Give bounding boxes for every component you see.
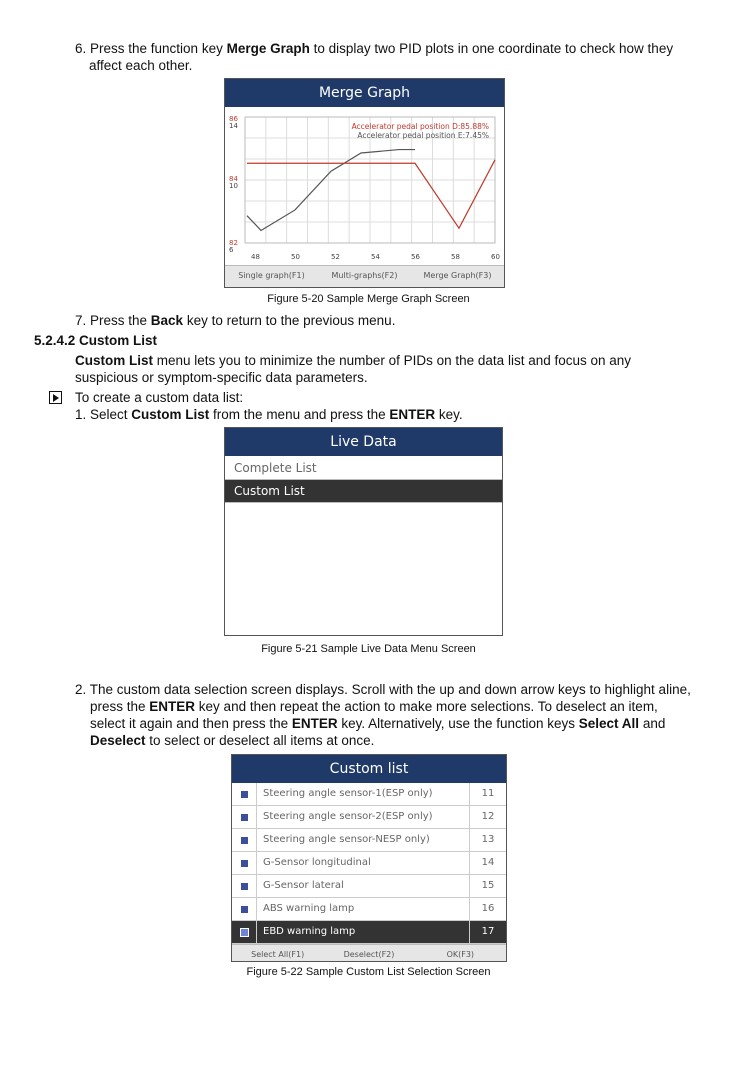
step2-text: 2. The custom data selection screen displays. Scroll with the up and down arrow keys to highlight aline, press the ENTER key and then repeat the action to make more selections. To deselect an item, select it again and then press the ENTER key. Alternatively, use the function keys Select All and Deselect to select or deselect all items at once. xyxy=(75,682,691,748)
menu-item-custom-list[interactable]: Custom List xyxy=(225,480,502,503)
item-name: EBD warning lamp xyxy=(257,921,470,943)
list-item[interactable] xyxy=(232,806,506,829)
item-name: Steering angle sensor-2(ESP only) xyxy=(257,806,470,828)
step6-text: 6. Press the function key Merge Graph to display two PID plots in one coordinate to check how they affect each other. xyxy=(75,41,674,73)
series-line-e xyxy=(247,150,415,231)
item-number: 12 xyxy=(481,811,495,822)
checkbox[interactable] xyxy=(232,783,257,805)
checkbox[interactable] xyxy=(232,829,257,851)
checkbox-square-icon xyxy=(241,837,248,844)
section-heading: 5.2.4.2 Custom List xyxy=(34,333,158,348)
list-item[interactable] xyxy=(232,852,506,875)
y-tick-label-e: 6 xyxy=(229,246,234,254)
item-name: ABS warning lamp xyxy=(257,898,470,920)
checkbox-square-icon xyxy=(241,791,248,798)
merge-graph-plot xyxy=(225,107,504,265)
list-item[interactable] xyxy=(232,783,506,806)
x-tick-label: 50 xyxy=(291,253,300,261)
line-chart xyxy=(225,107,504,265)
list-item[interactable] xyxy=(232,898,506,921)
merge-graph-title: Merge Graph xyxy=(225,79,504,107)
procedure-arrow-icon xyxy=(49,391,62,404)
checkbox[interactable] xyxy=(232,921,257,943)
y-tick-label-e: 10 xyxy=(229,182,238,190)
intro-paragraph: Custom List menu lets you to minimize the number of PIDs on the data list and focus on any suspicious or symptom-specific data parameters. xyxy=(75,353,632,385)
x-tick-label: 52 xyxy=(331,253,340,261)
procedure-text: To create a custom data list: 1. Select Custom List from the menu and press the ENTER key. xyxy=(75,390,463,422)
menu-item-complete-list[interactable]: Complete List xyxy=(225,457,502,480)
item-name: Steering angle sensor-NESP only) xyxy=(257,829,470,851)
tab-multi-graphs[interactable]: Multi-graphs(F2) xyxy=(331,271,398,280)
checkbox-square-icon xyxy=(240,928,249,937)
select-all-button[interactable]: Select All(F1) xyxy=(251,950,305,959)
merge-graph-key: Merge Graph xyxy=(226,41,310,56)
item-number: 14 xyxy=(481,857,495,868)
x-tick-label: 58 xyxy=(451,253,460,261)
checkbox-square-icon xyxy=(241,814,248,821)
item-number: 13 xyxy=(481,834,495,845)
y-tick-label-d: 86 xyxy=(229,115,238,123)
checkbox[interactable] xyxy=(232,852,257,874)
checkbox-square-icon xyxy=(241,860,248,867)
live-data-title: Live Data xyxy=(225,428,502,456)
merge-graph-screen xyxy=(224,78,505,288)
item-name: Steering angle sensor-1(ESP only) xyxy=(257,783,470,805)
series-line-d xyxy=(247,160,495,228)
x-tick-label: 56 xyxy=(411,253,420,261)
checkbox[interactable] xyxy=(232,875,257,897)
x-tick-label: 60 xyxy=(491,253,500,261)
item-number: 11 xyxy=(481,788,495,799)
custom-list-title: Custom list xyxy=(232,755,506,783)
merge-graph-tabs xyxy=(225,265,504,287)
custom-list-rows xyxy=(232,783,506,944)
legend-series-d: Accelerator pedal position D:85.88% xyxy=(351,122,489,131)
y-tick-label-d: 84 xyxy=(229,175,238,183)
deselect-button[interactable]: Deselect(F2) xyxy=(343,950,395,959)
checkbox[interactable] xyxy=(232,898,257,920)
ok-button[interactable]: OK(F3) xyxy=(446,950,475,959)
item-number: 15 xyxy=(481,880,495,891)
item-number: 16 xyxy=(481,903,495,914)
figure-caption-3: Figure 5-22 Sample Custom List Selection Screen xyxy=(246,966,491,978)
item-number: 17 xyxy=(481,926,495,937)
step7-text: 7. Press the Back key to return to the previous menu. xyxy=(75,313,396,328)
tab-single-graph[interactable]: Single graph(F1) xyxy=(238,271,305,280)
legend-series-e: Accelerator pedal position E:7.45% xyxy=(357,131,489,140)
item-name: G-Sensor longitudinal xyxy=(257,852,470,874)
x-tick-label: 54 xyxy=(371,253,380,261)
item-name: G-Sensor lateral xyxy=(257,875,470,897)
x-tick-label: 48 xyxy=(251,253,260,261)
figure-caption-1: Figure 5-20 Sample Merge Graph Screen xyxy=(267,293,470,305)
figure-caption-2: Figure 5-21 Sample Live Data Menu Screen xyxy=(261,643,476,655)
y-tick-label-d: 82 xyxy=(229,239,238,247)
list-item[interactable] xyxy=(232,921,506,944)
custom-list-tabs xyxy=(232,944,506,962)
list-item[interactable] xyxy=(232,875,506,898)
list-item[interactable] xyxy=(232,829,506,852)
live-data-screen xyxy=(224,427,503,636)
custom-list-screen xyxy=(231,754,507,962)
y-tick-label-e: 14 xyxy=(229,122,238,130)
checkbox[interactable] xyxy=(232,806,257,828)
tab-merge-graph[interactable]: Merge Graph(F3) xyxy=(423,271,492,280)
checkbox-square-icon xyxy=(241,883,248,890)
checkbox-square-icon xyxy=(241,906,248,913)
